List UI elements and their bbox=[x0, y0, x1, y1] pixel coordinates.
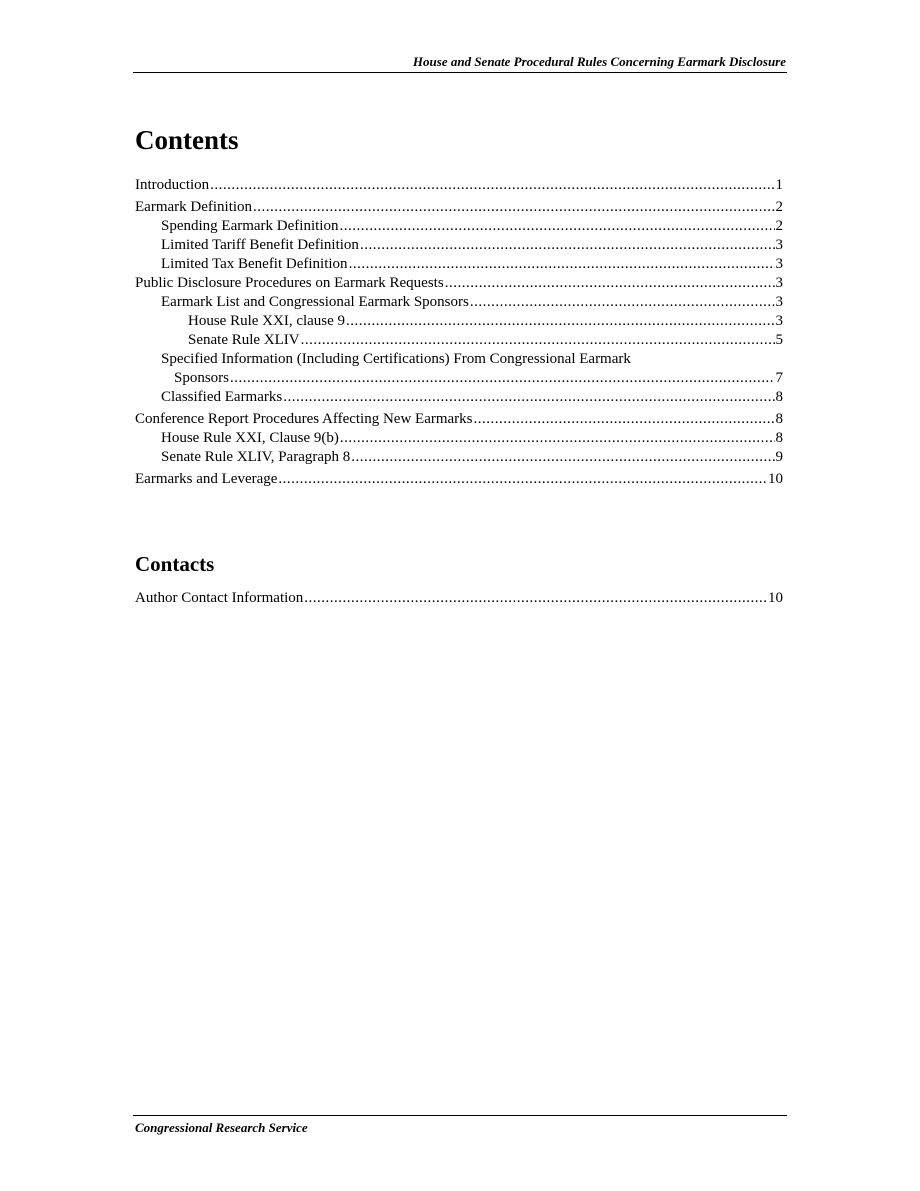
toc-entry-title: Public Disclosure Procedures on Earmark Requests bbox=[135, 275, 444, 291]
toc-entry-limited-tax-benefit-definition[interactable] bbox=[135, 255, 783, 274]
toc-dot-leader bbox=[278, 470, 767, 489]
toc-page-number: 3 bbox=[775, 294, 783, 310]
toc-page-number: 9 bbox=[775, 449, 783, 465]
toc-page-number: 7 bbox=[775, 370, 783, 386]
toc-entry-title: Introduction bbox=[135, 177, 210, 193]
toc-dot-leader bbox=[301, 331, 775, 350]
toc-dot-leader bbox=[340, 429, 775, 448]
toc-dot-leader bbox=[445, 274, 775, 293]
toc-entry-title: House Rule XXI, clause 9 bbox=[188, 313, 346, 329]
toc-dot-leader bbox=[470, 293, 775, 312]
toc-page-number: 10 bbox=[768, 590, 783, 606]
toc-entry-title-continued: Sponsors bbox=[174, 370, 230, 386]
toc-dot-leader bbox=[346, 312, 774, 331]
toc-entry-senate-rule-xliv[interactable] bbox=[135, 331, 783, 350]
toc-entry-title: Classified Earmarks bbox=[161, 389, 283, 405]
toc-page-number: 8 bbox=[775, 411, 783, 427]
toc-entry-title: Earmark Definition bbox=[135, 199, 253, 215]
toc-entry-title: Limited Tax Benefit Definition bbox=[161, 256, 348, 272]
toc-entry-title: Conference Report Procedures Affecting New Earmarks bbox=[135, 411, 473, 427]
toc-page-number: 2 bbox=[775, 199, 783, 215]
toc-dot-leader bbox=[210, 176, 774, 195]
toc-page-number: 2 bbox=[775, 218, 783, 234]
toc-dot-leader bbox=[360, 236, 775, 255]
contents-list bbox=[135, 176, 783, 489]
toc-entry-earmark-definition[interactable] bbox=[135, 198, 783, 217]
header-rule bbox=[133, 72, 787, 73]
toc-entry-title: Senate Rule XLIV bbox=[188, 332, 300, 348]
footer-rule bbox=[133, 1115, 787, 1116]
toc-dot-leader bbox=[230, 369, 774, 388]
contacts-heading: Contacts bbox=[135, 552, 215, 576]
toc-entry-specified-information[interactable] bbox=[135, 350, 783, 388]
toc-dot-leader bbox=[474, 410, 775, 429]
toc-entry-limited-tariff-benefit-definition[interactable] bbox=[135, 236, 783, 255]
toc-entry-conference-report-procedures[interactable] bbox=[135, 410, 783, 429]
toc-page-number: 10 bbox=[768, 471, 783, 487]
toc-dot-leader bbox=[339, 217, 774, 236]
running-footer: Congressional Research Service bbox=[135, 1120, 308, 1135]
toc-entry-house-rule-xxi-clause-9b[interactable] bbox=[135, 429, 783, 448]
toc-dot-leader bbox=[253, 198, 774, 217]
toc-dot-leader bbox=[351, 448, 774, 467]
toc-page-number: 5 bbox=[775, 332, 783, 348]
toc-entry-author-contact-information[interactable] bbox=[135, 589, 783, 608]
toc-page-number: 3 bbox=[775, 256, 783, 272]
toc-entry-title: Spending Earmark Definition bbox=[161, 218, 339, 234]
running-header: House and Senate Procedural Rules Concerning Earmark Disclosure bbox=[412, 54, 786, 69]
toc-dot-leader bbox=[304, 589, 767, 608]
toc-entry-senate-rule-xliv-paragraph-8[interactable] bbox=[135, 448, 783, 467]
toc-page-number: 8 bbox=[775, 430, 783, 446]
toc-page-number: 3 bbox=[775, 313, 783, 329]
toc-dot-leader bbox=[349, 255, 775, 274]
toc-entry-spending-earmark-definition[interactable] bbox=[135, 217, 783, 236]
toc-entry-classified-earmarks[interactable] bbox=[135, 388, 783, 407]
toc-entry-public-disclosure-procedures[interactable] bbox=[135, 274, 783, 293]
contacts-list bbox=[135, 589, 783, 608]
toc-entry-title: Earmark List and Congressional Earmark Sponsors bbox=[161, 294, 469, 310]
toc-dot-leader bbox=[283, 388, 774, 407]
toc-page-number: 3 bbox=[775, 237, 783, 253]
toc-entry-earmarks-and-leverage[interactable] bbox=[135, 470, 783, 489]
toc-entry-earmark-list-and-sponsors[interactable] bbox=[135, 293, 783, 312]
toc-page-number: 8 bbox=[775, 389, 783, 405]
toc-page-number: 3 bbox=[775, 275, 783, 291]
toc-entry-title: Author Contact Information bbox=[135, 590, 304, 606]
toc-entry-title: Earmarks and Leverage bbox=[135, 471, 278, 487]
toc-entry-introduction[interactable] bbox=[135, 176, 783, 195]
toc-entry-title: Specified Information (Including Certifications) From Congressional Earmark bbox=[161, 351, 631, 367]
toc-entry-house-rule-xxi-clause-9[interactable] bbox=[135, 312, 783, 331]
toc-entry-title: Limited Tariff Benefit Definition bbox=[161, 237, 359, 253]
toc-page-number: 1 bbox=[775, 177, 783, 193]
contents-heading: Contents bbox=[135, 125, 239, 155]
toc-entry-title: Senate Rule XLIV, Paragraph 8 bbox=[161, 449, 351, 465]
toc-entry-title: House Rule XXI, Clause 9(b) bbox=[161, 430, 339, 446]
